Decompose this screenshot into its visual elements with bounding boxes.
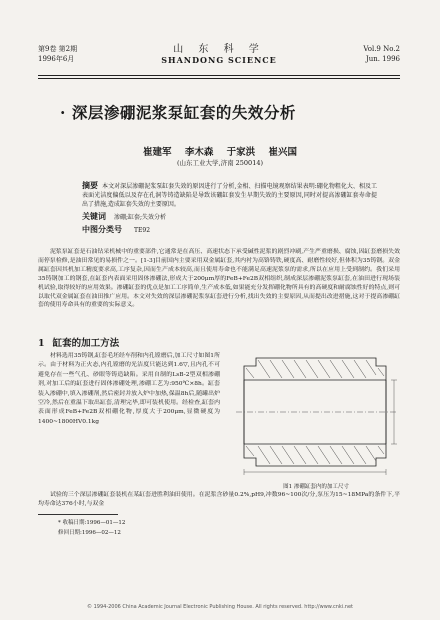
date-zh: 1996年6月 [38, 55, 75, 63]
journal-name-en: SHANDONG SCIENCE [161, 55, 277, 65]
classification [82, 225, 150, 235]
abstract-label: 摘要 [82, 180, 99, 190]
keywords-text: 渗硼;缸套;失效分析 [114, 214, 167, 221]
cylinder-liner-drawing [230, 348, 402, 476]
header-right [363, 44, 400, 64]
article-title [60, 101, 390, 123]
journal-header [38, 44, 400, 74]
title-text: 深层渗硼泥浆泵缸套的失效分析 [71, 103, 296, 122]
keywords [82, 212, 377, 222]
date-en: Jun. 1996 [365, 55, 400, 63]
section-heading [38, 335, 119, 349]
footnote-received: * 收稿日期:1996—01—12 [58, 520, 126, 526]
figure-caption: 图1 渗硼缸套内的加工尺寸 [283, 484, 349, 490]
footnote-rule [38, 514, 118, 515]
abstract [82, 181, 377, 209]
intro-paragraph: 泥浆泵缸套是石油钻采机械中的重要部件,它通常是在高压、高速状态下承受碱性泥浆的剧烈冲刷,产生严重磨损、腐蚀,因缸套磨损失效而停泵检修,是油田常见的易损件之一。[1-3]目前国内主要采用双金属缸套,其内衬为高铬铸铁,硬度高、耐磨性较好,但体积为35铸钢。双金属缸套因其机加工精度要求高,工序复杂,因而生产成本较高,而且使用寿命也不能满足高速泥浆泵的需求,所以在应用上受到制约。我们采用35铸钢加工的钢套,在缸套内表面采用固体渗硼法,形成大于200μm厚的FeB+Fe2B双相组织,制成深层渗硼泥浆泵缸套,在油田进行现场装机试验,取得较好的应用效果。渗硼缸套的优点是加工工序简单,生产成本低,如果能充分发挥硼化物所具有的高硬度和耐腐蚀性好的特点,则可以取代双金属缸套在油田推广应用。本文对失效的深层渗硼泥浆泵缸套进行分析,找出失效的主要原因,从而提出改进措施,这对于提高渗硼缸套的使用寿命具有的重要的实际意义。 [38, 249, 400, 309]
section-paragraph: 材料选用35铸钢,缸套毛坯经车削和内孔镗磨后,加工尺寸如图1所示。由于材料为正火态,内孔镗磨的光洁度只能达到1.6▽,且内孔不可避免存在一些气孔、砂眼等铸造缺陷。采用自制的LsB-2型双相渗硼剂,对加工后的缸套进行固体渗硼处理,渗硼工艺为:950℃×8h。缸套装入渗硼中,填入渗硼剂,然后密封并放入炉中加热,保温8h后,随罐出炉空冷,然后在重温下取出缸套,清理完毕,即可装机使用。经检查,缸套内表面形成FeB+Fe2B双相硼化物,厚度大于200μm,显微硬度为1400~1800HV0.1kg [38, 353, 220, 425]
section-title: 缸套的加工方法 [52, 338, 120, 349]
journal-name-zh: 山 东 科 学 [173, 44, 265, 55]
continuation-paragraph: 试验的三个深层渗硼缸套装机在某缸套进胜利油田使用。在泥浆含砂量0.2%,pH9,冲数96~100次/分,泵压为15~18MPa的条件下,平均寿命达376小时,与双金 [38, 492, 400, 508]
title-bullet: · [60, 103, 66, 122]
affiliation: (山东工业大学,济南 250014) [176, 159, 264, 167]
header-rule-thick [38, 75, 400, 76]
header-rule-thin [38, 78, 400, 79]
classification-code: TE92 [134, 227, 151, 234]
classification-label: 中图分类号 [82, 224, 122, 234]
copyright-footer: © 1994-2006 China Academic Journal Electronic Publishing House. All rights reserved. http://www.cnki.net [87, 604, 353, 610]
header-center [38, 44, 400, 66]
volume-issue-en: Vol.9 No.2 [363, 45, 400, 53]
footnote-revised: 修回日期:1996—02—12 [58, 530, 121, 536]
figure-1 [230, 348, 402, 476]
volume-issue-zh: 第9卷 第2期 [38, 45, 78, 53]
keywords-label: 关键词 [82, 211, 106, 221]
section-number: 1 [38, 338, 45, 349]
abstract-text: 本文对深层渗硼泥浆泵缸套失效的原因进行了分析,金相、扫描电镜观察结果表明:硼化物粗化大、相及工表面光洁度偏低以及存在孔洞等铸造缺陷是导致该硼缸套发生早期失效的主要原因,同时对提高渗硼缸套寿命提出了措施,造成缸套失效的主要原因。 [82, 183, 377, 208]
authors: 崔建军 李木森 于家洪 崔兴国 [143, 147, 297, 158]
